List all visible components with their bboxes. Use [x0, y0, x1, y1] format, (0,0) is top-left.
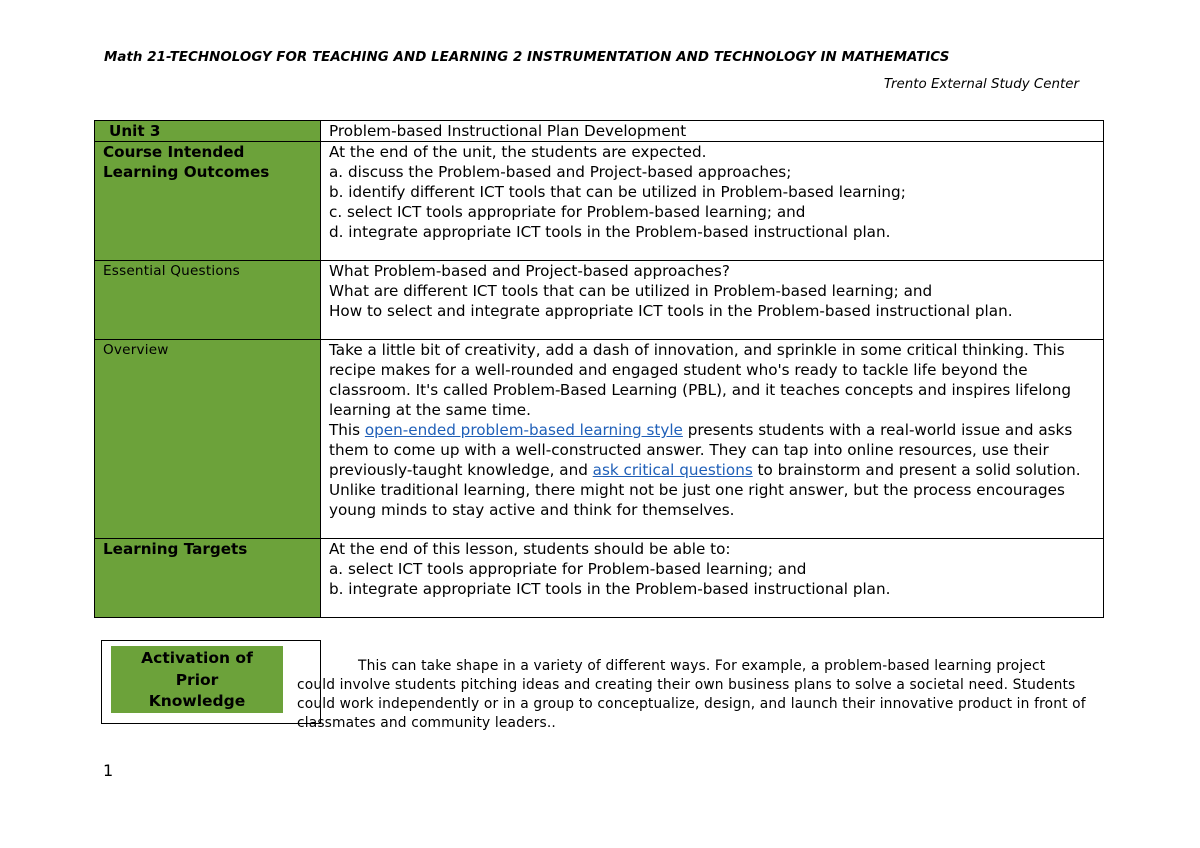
activation-paragraph	[297, 657, 1087, 733]
cilo-line: c. select ICT tools appropriate for Problem-based learning; and	[329, 203, 806, 221]
targets-value	[321, 539, 1104, 618]
document-title: Math 21-TECHNOLOGY FOR TEACHING AND LEARNING 2 INSTRUMENTATION AND TECHNOLOGY IN MATHEMATICS	[104, 50, 950, 65]
cilo-line: a. discuss the Problem-based and Project-based approaches;	[329, 163, 792, 181]
study-center-label: Trento External Study Center	[883, 77, 1079, 92]
overview-value	[321, 340, 1104, 539]
overview-text: to brainstorm and present a solid solution. Unlike traditional learning, there might not be just one right answer, but the process encourages young minds to stay active and think for themselves.	[329, 461, 1081, 519]
page-number: 1	[103, 761, 114, 780]
unit-label: Unit 3	[95, 121, 321, 142]
question-line: What Problem-based and Project-based approaches?	[329, 262, 730, 280]
activation-box	[101, 640, 321, 724]
cilo-value	[321, 142, 1104, 261]
unit-row	[95, 121, 1104, 142]
target-line: b. integrate appropriate ICT tools in the Problem-based instructional plan.	[329, 580, 891, 598]
critical-questions-link[interactable]: ask critical questions	[592, 461, 753, 479]
unit-value: Problem-based Instructional Plan Development	[321, 121, 1104, 142]
overview-label: Overview	[95, 340, 321, 539]
cilo-line: b. identify different ICT tools that can be utilized in Problem-based learning;	[329, 183, 906, 201]
activation-label-line: Prior	[175, 670, 219, 689]
targets-row	[95, 539, 1104, 618]
activation-label	[111, 646, 283, 713]
overview-row	[95, 340, 1104, 539]
target-line: At the end of this lesson, students should be able to:	[329, 540, 731, 558]
overview-paragraph	[329, 420, 1099, 520]
questions-row	[95, 261, 1104, 340]
target-line: a. select ICT tools appropriate for Problem-based learning; and	[329, 560, 807, 578]
activation-label-line: Knowledge	[148, 692, 246, 710]
unit-table	[94, 120, 1104, 618]
question-line: What are different ICT tools that can be utilized in Problem-based learning; and	[329, 282, 933, 300]
questions-value	[321, 261, 1104, 340]
overview-text: presents students with a real-world issue and asks them to come up with a well-constructed answer. They can tap into online resources, use their previously-taught knowledge, and	[329, 421, 1073, 479]
activation-label-line: Activation of	[141, 649, 253, 667]
overview-text: This	[329, 421, 365, 439]
cilo-line: At the end of the unit, the students are expected.	[329, 143, 707, 161]
targets-label: Learning Targets	[95, 539, 321, 618]
question-line: How to select and integrate appropriate ICT tools in the Problem-based instructional plan.	[329, 302, 1013, 320]
cilo-label: Course Intended Learning Outcomes	[95, 142, 321, 261]
overview-paragraph: Take a little bit of creativity, add a dash of innovation, and sprinkle in some critical thinking. This recipe makes for a well-rounded and engaged student who's ready to tackle life beyond the classroom. It's called Problem-Based Learning (PBL), and it teaches concepts and inspires lifelong learning at the same time.	[329, 341, 1071, 419]
pbl-style-link[interactable]: open-ended problem-based learning style	[364, 421, 683, 439]
cilo-line: d. integrate appropriate ICT tools in the Problem-based instructional plan.	[329, 223, 891, 241]
cilo-row	[95, 142, 1104, 261]
activation-text: This can take shape in a variety of different ways. For example, a problem-based learning project could involve students pitching ideas and creating their own business plans to solve a societal need. Students could work independently or in a group to conceptualize, design, and launch their innovative product in front of classmates and community leaders..	[297, 658, 1086, 731]
questions-label: Essential Questions	[95, 261, 321, 340]
